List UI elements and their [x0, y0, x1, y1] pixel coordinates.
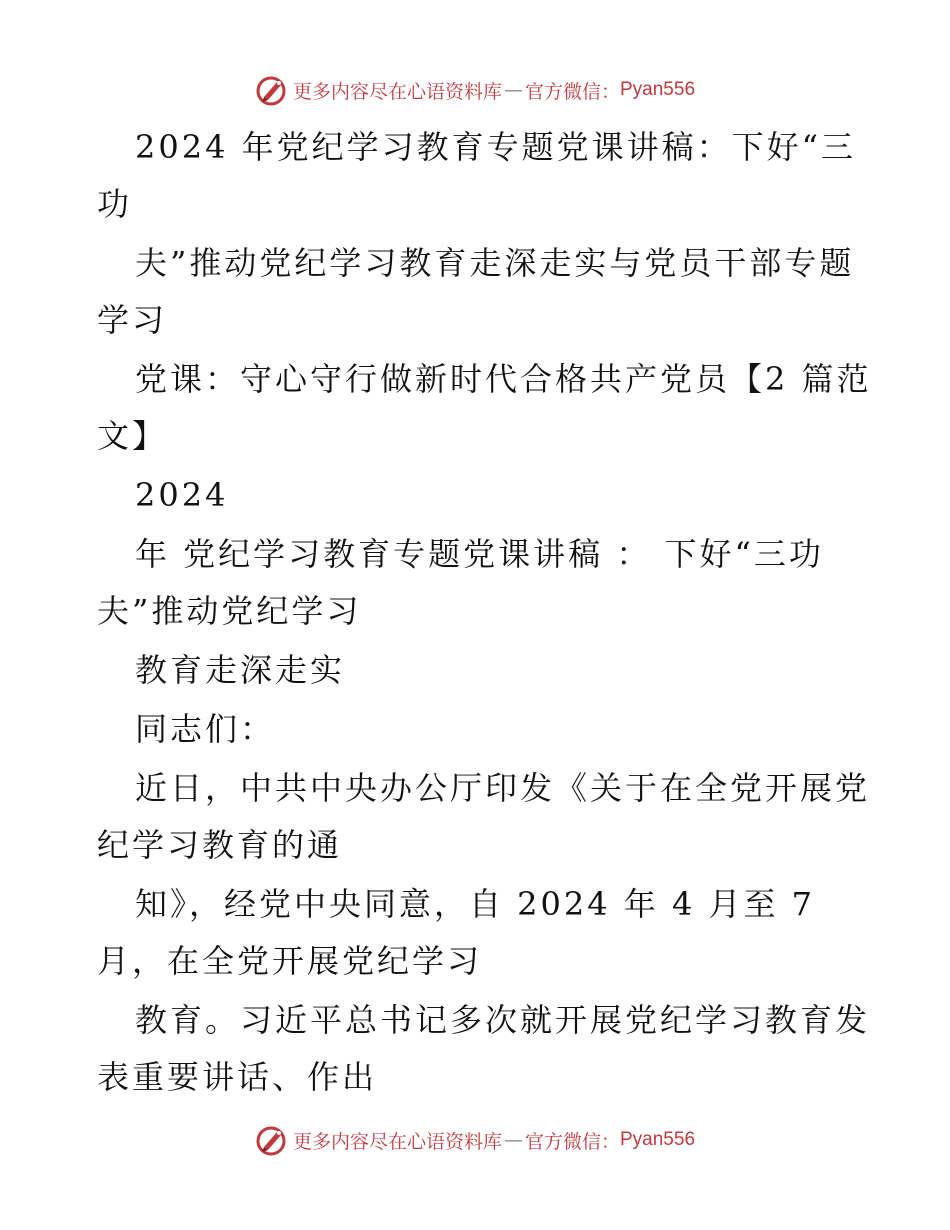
banner-text: 更多内容尽在心语资料库 — [292, 1130, 502, 1153]
header-banner — [0, 70, 950, 110]
body-line: 学习 — [97, 301, 168, 339]
body-line: 年 党纪学习教育专题党课讲稿 ： 下好“三功 — [135, 535, 824, 573]
body-line: 月，在全党开展党纪学习 — [97, 942, 483, 980]
body-line: 教育。习近平总书记多次就开展党纪学习教育发 — [135, 1001, 871, 1039]
body-line: 近日，中共中央办公厅印发《关于在全党开展党 — [135, 769, 871, 807]
body-line: 纪学习教育的通 — [97, 826, 343, 864]
footer-banner — [0, 1120, 950, 1160]
body-line: 文】 — [97, 417, 168, 455]
body-line: 党课：守心守行做新时代合格共产党员【2 篇范 — [135, 360, 872, 398]
body-line: 2024 — [135, 476, 229, 514]
body-line: 知》，经党中央同意，自 2024 年 4 月至 7 — [135, 885, 816, 923]
pen-circle-logo-icon — [255, 73, 289, 107]
banner-separator: — — [503, 79, 523, 101]
body-line: 夫”推动党纪学习教育走深走实与党员干部专题 — [135, 244, 855, 282]
banner-wechat-label: 官方微信： — [524, 80, 620, 103]
body-line: 同志们： — [135, 710, 276, 748]
banner-wechat-label: 官方微信： — [524, 1130, 620, 1153]
body-line: 表重要讲话、作出 — [97, 1058, 378, 1096]
banner-text: 更多内容尽在心语资料库 — [292, 80, 502, 103]
body-line: 功 — [97, 185, 133, 223]
pen-circle-logo-icon — [255, 1123, 289, 1157]
banner-separator: — — [503, 1129, 523, 1151]
body-line: 夫”推动党纪学习 — [97, 592, 362, 630]
body-line: 教育走深走实 — [135, 651, 346, 689]
body-line: 2024 年党纪学习教育专题党课讲稿：下好“三 — [135, 128, 856, 166]
banner-handle: Pyan556 — [620, 79, 696, 100]
banner-handle: Pyan556 — [620, 1129, 696, 1150]
